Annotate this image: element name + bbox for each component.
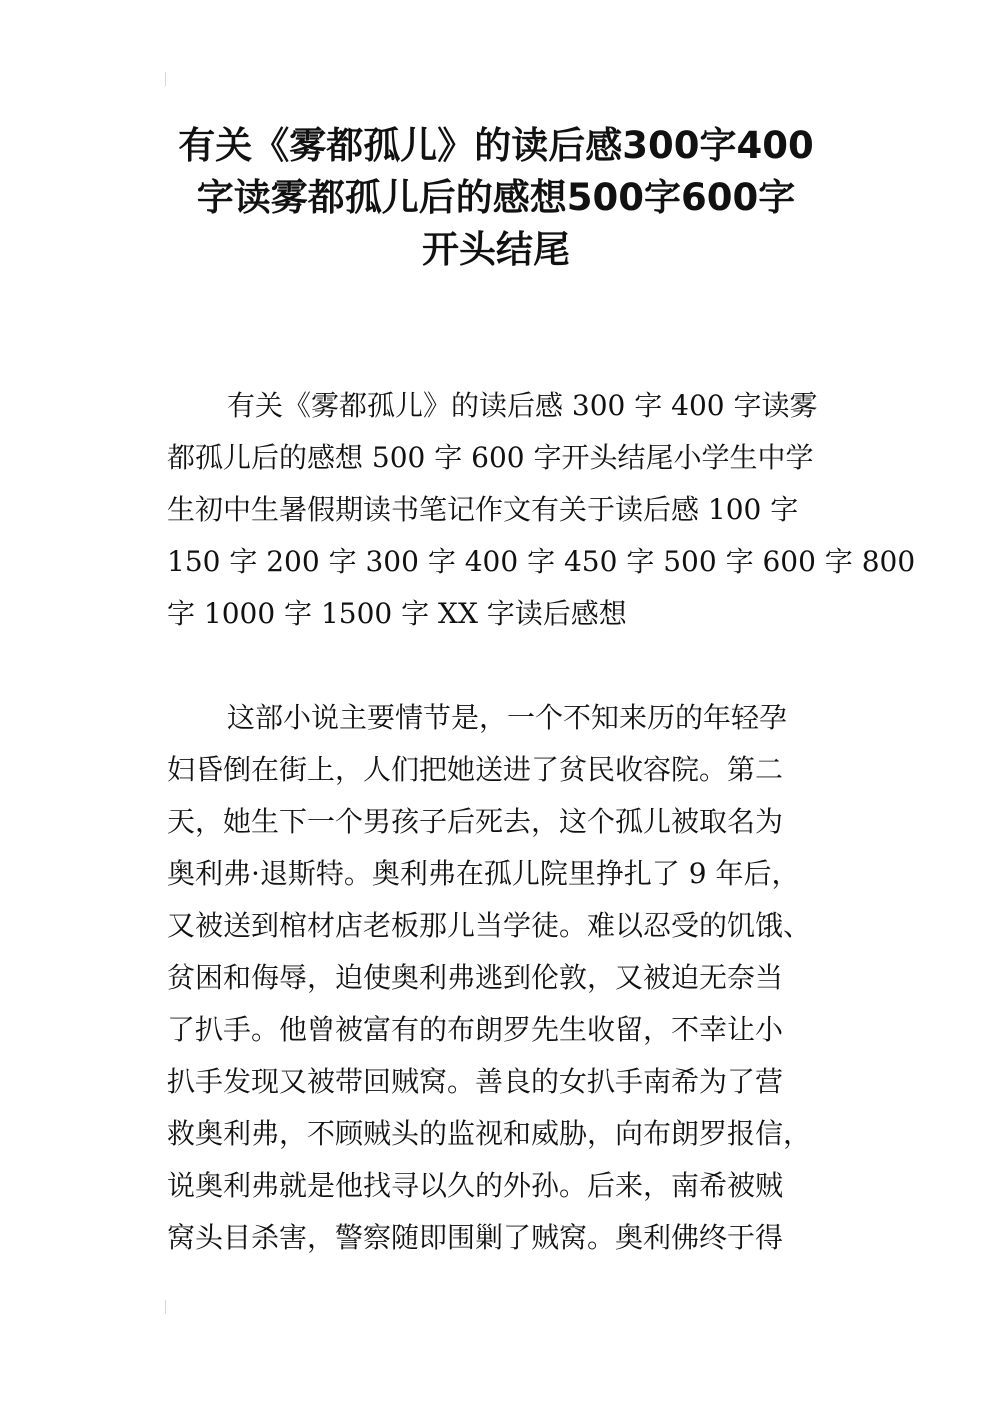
- text-line: 这部小说主要情节是，一个不知来历的年轻孕: [227, 701, 788, 734]
- text-line: 150 字 200 字 300 字 400 字 450 字 500 字 600 字 800: [167, 545, 916, 578]
- text-line: 窝头目杀害，警察随即围剿了贼窝。奥利佛终于得: [167, 1221, 784, 1254]
- title-line: 开头结尾: [422, 228, 570, 271]
- text-line: 生初中生暑假期读书笔记作文有关于读后感 100 字: [167, 493, 799, 526]
- text-line: 说奥利弗就是他找寻以久的外孙。后来，南希被贼: [167, 1169, 784, 1202]
- text-line: 贫困和侮辱，迫使奥利弗逃到伦敦，又被迫无奈当: [167, 961, 784, 994]
- text-line: 字 1000 字 1500 字 XX 字读后感想: [167, 597, 627, 630]
- text-line: 又被送到棺材店老板那儿当学徒。难以忍受的饥饿、: [167, 909, 812, 942]
- page-corner-mark: [165, 1300, 166, 1314]
- text-line: 都孤儿后的感想 500 字 600 字开头结尾小学生中学: [167, 441, 814, 474]
- text-line: 了扒手。他曾被富有的布朗罗先生收留，不幸让小: [167, 1013, 784, 1046]
- paragraph-summary: [167, 692, 847, 1264]
- text-line: 救奥利弗，不顾贼头的监视和威胁，向布朗罗报信，: [167, 1117, 812, 1150]
- text-line: 有关《雾都孤儿》的读后感 300 字 400 字读雾: [227, 389, 818, 422]
- page-corner-mark: [165, 72, 166, 86]
- text-line: 扒手发现又被带回贼窝。善良的女扒手南希为了营: [167, 1065, 784, 1098]
- text-line: 奥利弗·退斯特。奥利弗在孤儿院里挣扎了 9 年后，: [167, 857, 800, 890]
- paragraph-intro: [167, 380, 916, 640]
- document-title: [120, 120, 872, 276]
- title-line: 字读雾都孤儿后的感想500字600字: [196, 176, 796, 219]
- text-line: 妇昏倒在街上，人们把她送进了贫民收容院。第二: [167, 753, 784, 786]
- title-line: 有关《雾都孤儿》的读后感300字400: [178, 124, 814, 167]
- text-line: 天，她生下一个男孩子后死去，这个孤儿被取名为: [167, 805, 784, 838]
